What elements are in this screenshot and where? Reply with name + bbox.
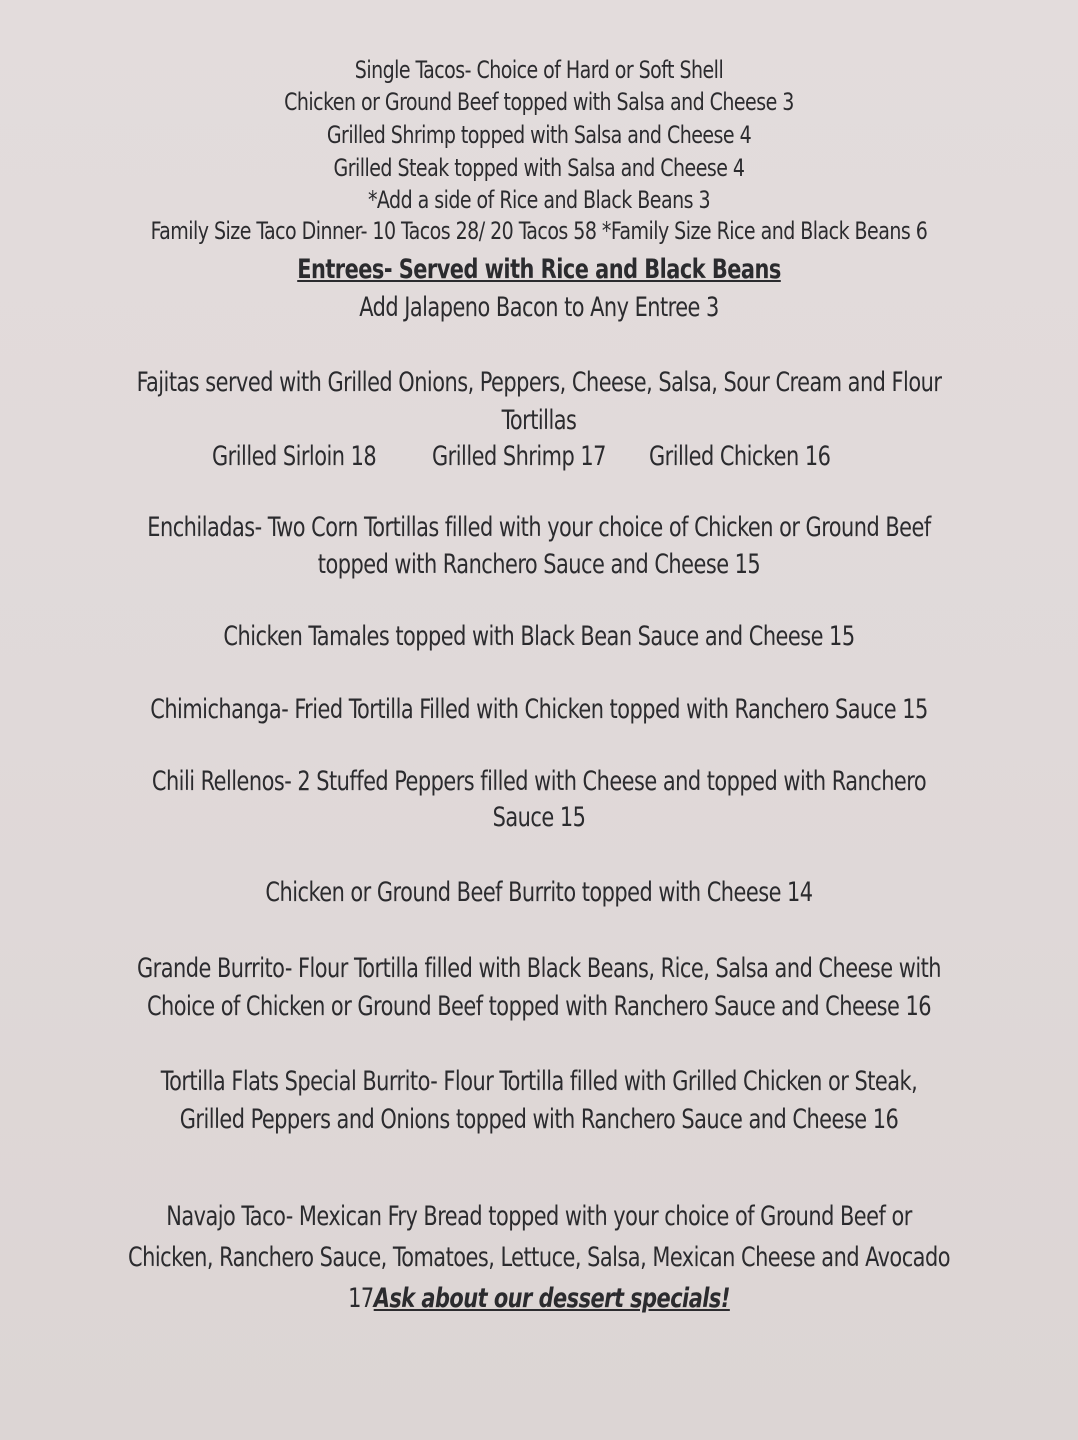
special-burrito-description: Tortilla Flats Special Burrito- Flour Tortilla filled with Grilled Chicken or Steak, xyxy=(160,1066,918,1097)
single-tacos-heading: Single Tacos- Choice of Hard or Soft Shell xyxy=(354,56,724,84)
tamales-item: Chicken Tamales topped with Black Bean Sauce and Cheese 15 xyxy=(223,621,855,652)
taco-chicken-beef: Chicken or Ground Beef topped with Salsa and Cheese 3 xyxy=(284,88,794,116)
taco-side-addon: *Add a side of Rice and Black Beans 3 xyxy=(367,186,711,214)
navajo-taco-description: Navajo Taco- Mexican Fry Bread topped with your choice of Ground Beef or xyxy=(166,1201,912,1232)
burrito-item: Chicken or Ground Beef Burrito topped with Cheese 14 xyxy=(265,877,813,908)
dessert-specials-note: Ask about our dessert specials! xyxy=(373,1283,730,1314)
fajita-price-row xyxy=(0,441,1078,473)
fajitas-description: Fajitas served with Grilled Onions, Peppers, Cheese, Salsa, Sour Cream and Flour xyxy=(136,367,942,398)
grande-burrito-description: Grande Burrito- Flour Tortilla filled with Black Beans, Rice, Salsa and Cheese with xyxy=(136,953,942,984)
fajita-shrimp-price: Grilled Shrimp 17 xyxy=(432,441,606,472)
navajo-price-line xyxy=(75,1285,1002,1312)
navajo-taco-price: 17 xyxy=(348,1283,374,1314)
fajitas-description-cont: Tortillas xyxy=(501,405,577,436)
chimichanga-item: Chimichanga- Fried Tortilla Filled with Chicken topped with Ranchero Sauce 15 xyxy=(150,694,928,725)
entrees-heading: Entrees- Served with Rice and Black Beans xyxy=(297,254,781,285)
bacon-addon: Add Jalapeno Bacon to Any Entree 3 xyxy=(359,292,719,323)
enchiladas-description-cont: topped with Ranchero Sauce and Cheese 15 xyxy=(317,549,761,580)
rellenos-description: Chili Rellenos- 2 Stuffed Peppers filled with Cheese and topped with Ranchero xyxy=(151,766,927,797)
fajita-sirloin-price: Grilled Sirloin 18 xyxy=(212,441,377,472)
rellenos-description-cont: Sauce 15 xyxy=(492,802,586,833)
grande-burrito-description-cont: Choice of Chicken or Ground Beef topped with Ranchero Sauce and Cheese 16 xyxy=(146,991,932,1022)
taco-shrimp: Grilled Shrimp topped with Salsa and Cheese 4 xyxy=(326,121,752,149)
taco-steak: Grilled Steak topped with Salsa and Cheese 4 xyxy=(333,154,745,182)
special-burrito-description-cont: Grilled Peppers and Onions topped with Ranchero Sauce and Cheese 16 xyxy=(179,1104,899,1135)
navajo-taco-description-cont: Chicken, Ranchero Sauce, Tomatoes, Lettuce, Salsa, Mexican Cheese and Avocado xyxy=(128,1242,950,1273)
family-taco-dinner: Family Size Taco Dinner- 10 Tacos 28/ 20 Tacos 58 *Family Size Rice and Black Beans 6 xyxy=(150,217,928,245)
enchiladas-description: Enchiladas- Two Corn Tortillas filled with your choice of Chicken or Ground Beef xyxy=(147,512,931,543)
fajita-chicken-price: Grilled Chicken 16 xyxy=(649,441,831,472)
